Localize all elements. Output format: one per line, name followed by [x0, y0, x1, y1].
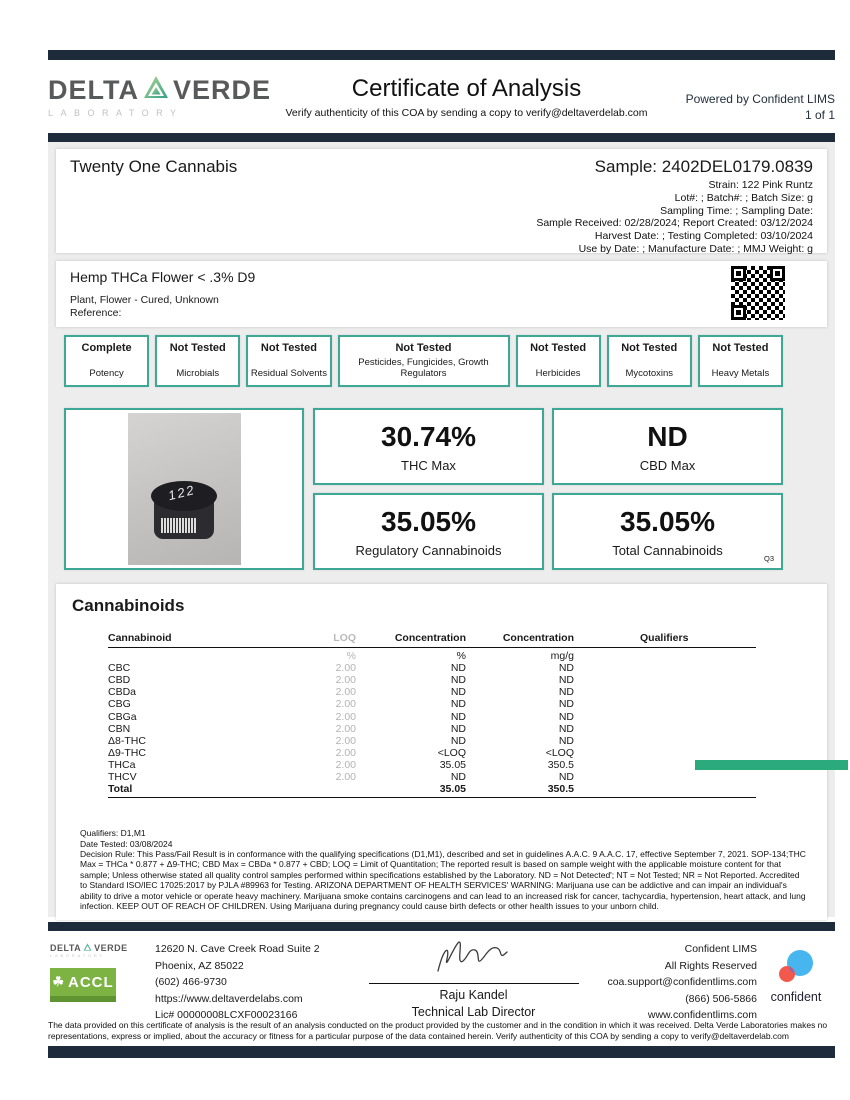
top-divider-bar [48, 50, 835, 60]
cell-name: THCV [108, 771, 137, 784]
logo-word-delta: DELTA [48, 75, 139, 105]
col-header-qualifiers: Qualifiers [640, 632, 689, 644]
cbd-max-value: ND [647, 420, 688, 452]
test-status-row [64, 335, 783, 387]
triangle-logo-icon [143, 75, 169, 106]
cell-loq: 2.00 [335, 734, 356, 747]
table-row-cbn [108, 723, 756, 735]
cell-mgg: ND [558, 698, 574, 711]
cell-name: Δ8-THC [108, 734, 146, 747]
confident-wordmark: confident [770, 990, 822, 1004]
logo-laboratory-text: LABORATORY [50, 953, 105, 958]
cell-mgg: ND [558, 771, 574, 784]
footer-disclaimer: The data provided on this certificate of analysis is the result of an analysis conducted on the product provided by the customer and in the condition in which it was received. Delta Verde Laboratories makes no representations, express or implied, about the accuracy or fitness for a particular purpose of the data contained herein. Verify authenticity of this COA by sending a copy to verify@deltaverdelab.com [48, 1020, 828, 1041]
sample-info-card [56, 149, 827, 253]
sample-detail-useby: Use by Date: ; Manufacture Date: ; MMJ Weight: g [578, 242, 813, 255]
regulatory-label: Regulatory Cannabinoids [355, 542, 502, 558]
lims-rights: All Rights Reserved [664, 959, 757, 972]
table-row-d8thc [108, 735, 756, 747]
cell-pct: 35.05 [439, 783, 466, 796]
lims-phone: (866) 506-5866 [685, 992, 757, 1005]
footer-delta-verde-logo [50, 943, 155, 958]
cell-loq: 2.00 [335, 710, 356, 723]
status-box-potency [64, 335, 149, 387]
cell-loq: 2.00 [335, 698, 356, 711]
col-header-cannabinoid: Cannabinoid [108, 632, 172, 644]
cell-mgg: ND [558, 686, 574, 699]
qr-finder-icon [731, 305, 746, 320]
qr-code [731, 266, 785, 320]
accl-label: ACCL [67, 973, 114, 991]
thca-concentration-bar [695, 760, 848, 770]
cannabinoids-card [56, 584, 827, 920]
unit-pct: % [456, 650, 466, 663]
cell-name: CBN [108, 722, 131, 735]
cell-name: CBG [108, 698, 131, 711]
cell-pct: ND [450, 674, 466, 687]
sample-detail-strain: Strain: 122 Pink Runtz [708, 179, 813, 191]
status-name: Pesticides, Fungicides, Growth Regulators [358, 357, 489, 379]
product-card [56, 261, 827, 327]
cell-pct: ND [450, 771, 466, 784]
thc-max-value: 30.74% [381, 420, 476, 452]
table-row-thca [108, 759, 756, 771]
cell-loq: 2.00 [335, 674, 356, 687]
logo-word-verde: VERDE [94, 943, 128, 953]
qualifiers-note: Qualifiers: D1,M1 [80, 828, 146, 839]
jar-barcode-label [160, 518, 196, 533]
status-box-microbials [155, 335, 240, 387]
cbd-max-box [552, 408, 783, 485]
lims-website: www.confidentlims.com [647, 1009, 757, 1021]
signature-block [369, 939, 579, 984]
logo-word-verde: VERDE [172, 75, 272, 105]
product-name: Hemp THCa Flower < .3% D9 [70, 269, 256, 285]
powered-by-label: Powered by Confident LIMS [685, 92, 835, 106]
cell-mgg: ND [558, 710, 574, 723]
triangle-logo-icon [83, 943, 92, 953]
cell-pct: ND [450, 698, 466, 711]
jar-handwritten-label: 122 [166, 481, 198, 504]
cell-name: Total [108, 783, 133, 796]
footer-divider-bar [48, 922, 835, 931]
col-header-concentration-pct: Concentration [394, 632, 466, 644]
cell-loq: 2.00 [335, 722, 356, 735]
cell-loq: 2.00 [335, 758, 356, 771]
status-box-mycotoxins [607, 335, 692, 387]
delta-verde-logo [48, 75, 272, 118]
header [48, 60, 835, 133]
decision-rule-note: Decision Rule: This Pass/Fail Result is in conformance with the qualifying specifications (D1,M1), described and set in guidelines A.A.C. 9 A.A.C. 17, effective September 7, 2021. SOP-134;THC Max = THCa * 0.877 + Δ9-THC; CBD Max = CBDa * 0.877 + CBD; LOQ = Limit of Quantitation; The reported result is based on sample weight with the applicable moisture content for that sample; Unless otherwise stated all quality control samples performed within specifications established by the Laboratory. ND = Not Detected'; NT = Not Tested; NR = Not Reported. Accredited to Standard ISO/IEC 17025:2017 by PJLA #89963 for Testing. ARIZONA DEPARTMENT OF HEALTH SERVICES' WARNING: Marijuana use can be addictive and can impair an individual's ability to drive a motor vehicle or operate heavy machinery. Marijuana smoke contains carcinogens and can lead to an increased risk for cancer, tachycardia, hypertension, heart attack, and lung infection. KEEP OUT OF REACH OF CHILDREN. Using Marijuana during pregnancy could cause birth defects or other health issues to your unborn child. [80, 849, 806, 912]
status-state: Not Tested [621, 342, 678, 354]
qr-finder-icon [770, 266, 785, 281]
regulatory-value: 35.05% [381, 505, 476, 537]
cell-name: Δ9-THC [108, 746, 146, 759]
table-header-row [108, 632, 756, 648]
status-box-heavy-metals [698, 335, 783, 387]
cannabinoids-table [108, 632, 756, 798]
cell-pct: ND [450, 710, 466, 723]
lab-website: https://www.deltaverdelabs.com [155, 992, 303, 1005]
cbd-max-label: CBD Max [639, 457, 696, 473]
client-name: Twenty One Cannabis [70, 157, 238, 176]
regulatory-cannabinoids-box [313, 493, 544, 570]
table-row-total [108, 783, 756, 798]
sample-photo [128, 413, 241, 565]
cell-pct: ND [450, 686, 466, 699]
cell-pct: ND [450, 722, 466, 735]
thc-max-box [313, 408, 544, 485]
cell-pct: ND [450, 734, 466, 747]
status-state: Not Tested [169, 342, 226, 354]
cell-mgg: 350.5 [547, 758, 574, 771]
table-row-cbd [108, 674, 756, 686]
status-state: Not Tested [530, 342, 587, 354]
footer [48, 931, 835, 1021]
status-state: Complete [81, 342, 132, 354]
cell-loq: 2.00 [335, 686, 356, 699]
lims-name: Confident LIMS [684, 943, 757, 955]
header-divider-bar [48, 133, 835, 142]
table-row-d9thc [108, 747, 756, 759]
lims-email: coa.support@confidentlims.com [607, 976, 757, 988]
status-name: Heavy Metals [711, 368, 770, 379]
confident-circles-icon [775, 948, 817, 988]
notes-block [80, 828, 811, 911]
cell-name: CBD [108, 674, 131, 687]
lab-phone: (602) 466-9730 [155, 976, 227, 988]
table-row-cbda [108, 686, 756, 698]
verify-authenticity-line: Verify authenticity of this COA by sending a copy to verify@deltaverdelab.com [285, 106, 648, 119]
cell-name: THCa [108, 758, 136, 771]
status-name: Mycotoxins [625, 368, 674, 379]
sample-detail-sampling: Sampling Time: ; Sampling Date: [660, 204, 813, 217]
cell-name: CBC [108, 662, 131, 675]
cannabis-leaf-icon: ☘ [52, 974, 65, 989]
product-jar-image [154, 481, 214, 539]
product-type: Plant, Flower - Cured, Unknown [70, 294, 219, 306]
status-state: Not Tested [260, 342, 317, 354]
status-state: Not Tested [712, 342, 769, 354]
sample-id: Sample: 2402DEL0179.0839 [594, 157, 813, 176]
signatory-name: Raju Kandel [439, 988, 508, 1002]
status-box-herbicides [516, 335, 601, 387]
cell-pct: ND [450, 662, 466, 675]
table-row-cbg [108, 698, 756, 710]
unit-mgg: mg/g [550, 650, 574, 663]
status-box-pesticides [338, 335, 510, 387]
sample-photo-box [64, 408, 304, 570]
cell-loq: 2.00 [335, 746, 356, 759]
table-row-cbc [108, 662, 756, 674]
document-title: Certificate of Analysis [351, 74, 582, 102]
cannabinoids-section-title: Cannabinoids [72, 596, 185, 615]
total-cannabinoids-value: 35.05% [620, 505, 715, 537]
qr-finder-icon [731, 266, 746, 281]
unit-loq: % [346, 650, 356, 663]
product-reference: Reference: [70, 307, 122, 319]
cell-mgg: ND [558, 674, 574, 687]
logo-laboratory-text: LABORATORY [48, 108, 184, 118]
thc-max-label: THC Max [401, 457, 456, 473]
confident-lims-logo [757, 939, 835, 1013]
sample-detail-harvest: Harvest Date: ; Testing Completed: 03/10/2024 [594, 230, 813, 243]
table-row-cbga [108, 711, 756, 723]
date-tested-note: Date Tested: 03/08/2024 [80, 838, 173, 849]
bottom-divider-bar [48, 1046, 835, 1058]
lab-address-line1: 12620 N. Cave Creek Road Suite 2 [155, 943, 320, 955]
cell-name: CBGa [108, 710, 137, 723]
signatory-title: Technical Lab Director [411, 1005, 536, 1019]
cell-loq: 2.00 [335, 771, 356, 784]
total-cannabinoids-label: Total Cannabinoids [612, 542, 723, 558]
status-state: Not Tested [395, 342, 452, 354]
cell-mgg: ND [558, 722, 574, 735]
cell-mgg: 350.5 [547, 783, 574, 796]
cell-pct: <LOQ [437, 746, 466, 759]
status-name: Herbicides [535, 368, 581, 379]
document-body [48, 142, 835, 917]
status-name: Residual Solvents [250, 368, 327, 379]
sample-detail-received: Sample Received: 02/28/2024; Report Created: 03/12/2024 [536, 217, 813, 230]
sample-detail-lot: Lot#: ; Batch#: ; Batch Size: g [674, 191, 813, 204]
status-name: Microbials [176, 368, 220, 379]
cell-pct: 35.05 [439, 758, 466, 771]
col-header-loq: LOQ [333, 632, 356, 644]
total-cannabinoids-box [552, 493, 783, 570]
status-box-residual-solvents [246, 335, 331, 387]
results-summary [64, 408, 783, 570]
col-header-concentration-mgg: Concentration [502, 632, 574, 644]
table-units-row [108, 650, 756, 662]
cell-loq: 2.00 [335, 662, 356, 675]
page-count: 1 of 1 [804, 108, 835, 122]
signature-icon [426, 939, 521, 977]
cell-name: CBDa [108, 686, 137, 699]
q3-note: Q3 [763, 554, 774, 563]
lab-address-line2: Phoenix, AZ 85022 [155, 959, 244, 972]
logo-word-delta: DELTA [50, 943, 82, 953]
table-row-thcv [108, 771, 756, 783]
lab-license: Lic# 00000008LCXF00023166 [155, 1009, 298, 1021]
cell-mgg: ND [558, 662, 574, 675]
status-name: Potency [89, 368, 124, 379]
accl-accreditation-logo [50, 968, 116, 1002]
cell-mgg: ND [558, 734, 574, 747]
cell-mgg: <LOQ [545, 746, 574, 759]
